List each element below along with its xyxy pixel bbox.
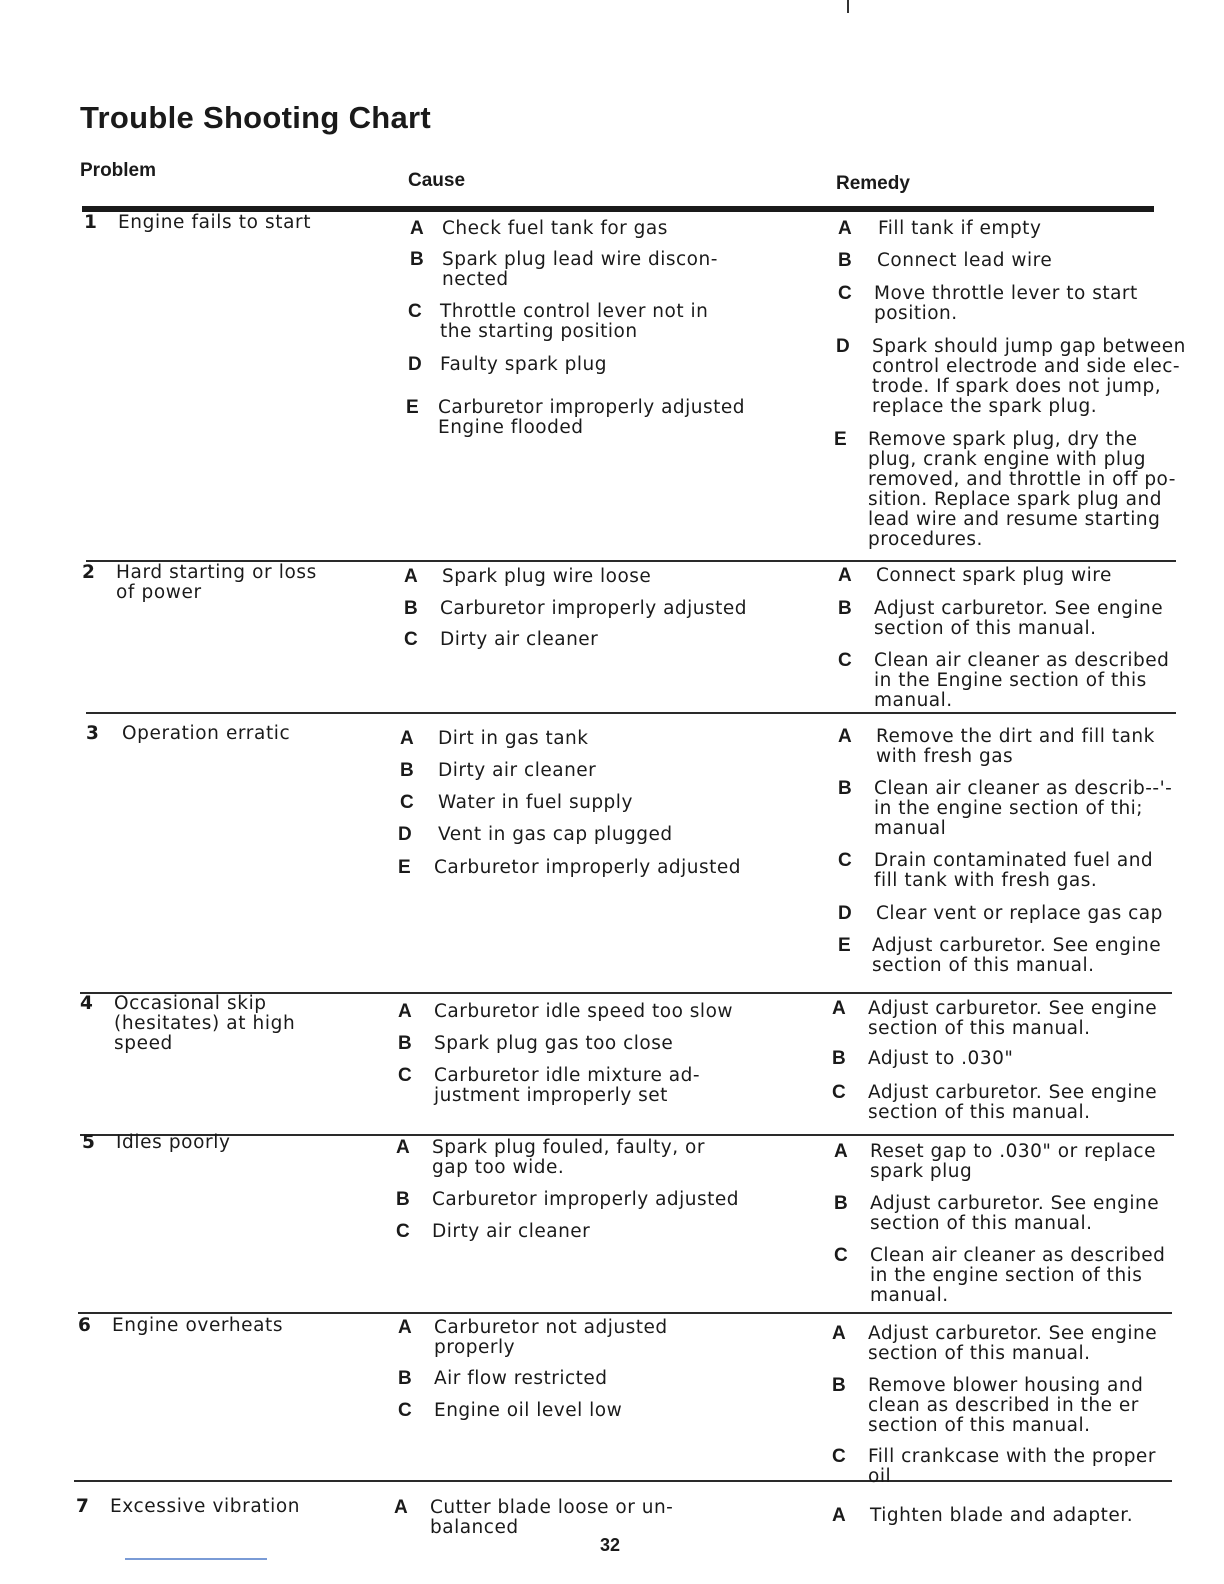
cause-letter: D [408, 354, 423, 375]
problem-number: 3 [86, 723, 100, 744]
remedy-letter: A [832, 1323, 847, 1344]
remedy-letter: B [832, 1048, 847, 1069]
remedy-text: Adjust to .030" [868, 1048, 1014, 1069]
cause-letter: E [398, 857, 412, 878]
remedy-letter: B [838, 250, 853, 271]
cause-letter: D [398, 824, 413, 845]
remedy-letter: A [834, 1141, 849, 1162]
cause-letter: B [410, 249, 425, 270]
cause-letter: C [396, 1221, 411, 1242]
cause-letter: C [400, 792, 415, 813]
cause-letter: C [404, 629, 419, 650]
remedy-text: Reset gap to .030" or replace spark plug [870, 1141, 1156, 1182]
remedy-letter: A [838, 565, 853, 586]
remedy-text: Adjust carburetor. See engine section of this manual. [872, 935, 1162, 976]
remedy-text: Clean air cleaner as described in the Engine section of this manual. [874, 650, 1170, 711]
remedy-text: Drain contaminated fuel and fill tank with fresh gas. [874, 850, 1154, 891]
cause-text: Vent in gas cap plugged [438, 824, 673, 845]
cause-text: Dirty air cleaner [440, 629, 599, 650]
remedy-text: Move throttle lever to start position. [874, 283, 1138, 324]
remedy-text: Fill crankcase with the proper oil [868, 1446, 1156, 1487]
cause-text: Spark plug fouled, faulty, or gap too wide. [432, 1137, 705, 1178]
scan-artifact-line [125, 1558, 267, 1560]
row-divider [86, 712, 1176, 714]
page-title: Trouble Shooting Chart [80, 100, 432, 135]
remedy-letter: C [838, 850, 853, 871]
cause-letter: C [398, 1400, 413, 1421]
remedy-text: Clean air cleaner as describ--'- in the engine section of thi; manual [874, 778, 1173, 839]
remedy-text: Adjust carburetor. See engine section of this manual. [870, 1193, 1160, 1234]
remedy-letter: C [832, 1446, 847, 1467]
cause-text: Water in fuel supply [438, 792, 633, 813]
cause-letter: C [408, 301, 423, 322]
problem-number: 6 [78, 1315, 92, 1336]
remedy-letter: E [838, 935, 852, 956]
remedy-letter: C [834, 1245, 849, 1266]
cause-letter: A [404, 566, 419, 587]
cause-letter: B [400, 760, 415, 781]
cause-letter: B [404, 598, 419, 619]
header-cause: Cause [408, 170, 466, 191]
remedy-letter: B [838, 598, 853, 619]
remedy-text: Adjust carburetor. See engine section of this manual. [868, 998, 1158, 1039]
cause-letter: A [398, 1317, 413, 1338]
cause-text: Carburetor improperly adjusted [434, 857, 742, 878]
problem-text: Excessive vibration [110, 1496, 301, 1517]
cause-letter: A [398, 1001, 413, 1022]
remedy-letter: A [832, 1505, 847, 1526]
scan-mark [847, 0, 849, 13]
problem-text: Occasional skip (hesitates) at high speed [114, 993, 296, 1054]
cause-letter: A [396, 1137, 411, 1158]
remedy-text: Adjust carburetor. See engine section of this manual. [868, 1323, 1158, 1364]
cause-text: Carburetor idle mixture ad- justment improperly set [434, 1065, 701, 1106]
remedy-text: Fill tank if empty [878, 218, 1042, 239]
remedy-letter: D [838, 903, 853, 924]
cause-letter: A [410, 218, 425, 239]
cause-letter: C [398, 1065, 413, 1086]
cause-text: Carburetor improperly adjusted [432, 1189, 740, 1210]
header-problem: Problem [80, 160, 157, 181]
remedy-text: Tighten blade and adapter. [870, 1505, 1134, 1526]
remedy-text: Connect lead wire [877, 250, 1053, 271]
problem-text: Engine fails to start [118, 212, 312, 233]
remedy-letter: B [838, 778, 853, 799]
cause-text: Cutter blade loose or un- balanced [430, 1497, 674, 1538]
cause-text: Check fuel tank for gas [442, 218, 668, 239]
row-divider [78, 1312, 1172, 1314]
remedy-text: Adjust carburetor. See engine section of this manual. [874, 598, 1164, 639]
remedy-letter: A [832, 998, 847, 1019]
cause-letter: B [396, 1189, 411, 1210]
problem-number: 4 [80, 993, 94, 1014]
page-number: 32 [600, 1535, 621, 1555]
remedy-letter: A [838, 218, 853, 239]
cause-text: Dirty air cleaner [432, 1221, 591, 1242]
remedy-text: Remove the dirt and fill tank with fresh gas [876, 726, 1155, 767]
problem-text: Idles poorly [116, 1132, 231, 1153]
remedy-letter: B [832, 1375, 847, 1396]
remedy-letter: C [838, 650, 853, 671]
problem-number: 2 [82, 562, 96, 583]
cause-text: Engine oil level low [434, 1400, 623, 1421]
remedy-letter: D [836, 336, 851, 357]
cause-text: Faulty spark plug [440, 354, 607, 375]
problem-text: Engine overheats [112, 1315, 284, 1336]
remedy-text: Clear vent or replace gas cap [876, 903, 1163, 924]
remedy-text: Remove spark plug, dry the plug, crank engine with plug removed, and throttle in off po- sition. Replace spark plug and lead wire and resume starting procedures. [868, 429, 1176, 550]
remedy-text: Adjust carburetor. See engine section of this manual. [868, 1082, 1158, 1123]
cause-text: Spark plug wire loose [442, 566, 652, 587]
remedy-letter: E [834, 429, 848, 450]
remedy-letter: C [838, 283, 853, 304]
remedy-letter: B [834, 1193, 849, 1214]
cause-text: Carburetor idle speed too slow [434, 1001, 734, 1022]
cause-letter: B [398, 1368, 413, 1389]
problem-number: 5 [82, 1132, 96, 1153]
remedy-letter: C [832, 1082, 847, 1103]
header-remedy: Remedy [836, 173, 910, 194]
remedy-letter: A [838, 726, 853, 747]
cause-text: Throttle control lever not in the starting position [440, 301, 709, 342]
remedy-text: Clean air cleaner as described in the engine section of this manual. [870, 1245, 1166, 1306]
problem-number: 7 [76, 1496, 90, 1517]
cause-text: Dirty air cleaner [438, 760, 597, 781]
problem-text: Operation erratic [122, 723, 291, 744]
cause-text: Dirt in gas tank [438, 728, 589, 749]
cause-text: Spark plug lead wire discon- nected [442, 249, 718, 290]
remedy-text: Remove blower housing and clean as described in the er section of this manual. [868, 1375, 1144, 1436]
cause-text: Spark plug gas too close [434, 1033, 674, 1054]
cause-text: Carburetor improperly adjusted [440, 598, 748, 619]
cause-letter: A [394, 1497, 409, 1518]
cause-letter: E [406, 397, 420, 418]
problem-text: Hard starting or loss of power [116, 562, 317, 603]
cause-text: Air flow restricted [434, 1368, 608, 1389]
cause-text: Carburetor improperly adjusted Engine flooded [438, 397, 746, 438]
remedy-text: Spark should jump gap between control electrode and side elec- trode. If spark does not jump, replace the spark plug. [872, 336, 1186, 417]
cause-text: Carburetor not adjusted properly [434, 1317, 668, 1358]
problem-number: 1 [84, 212, 98, 233]
cause-letter: A [400, 728, 415, 749]
cause-letter: B [398, 1033, 413, 1054]
remedy-text: Connect spark plug wire [876, 565, 1112, 586]
